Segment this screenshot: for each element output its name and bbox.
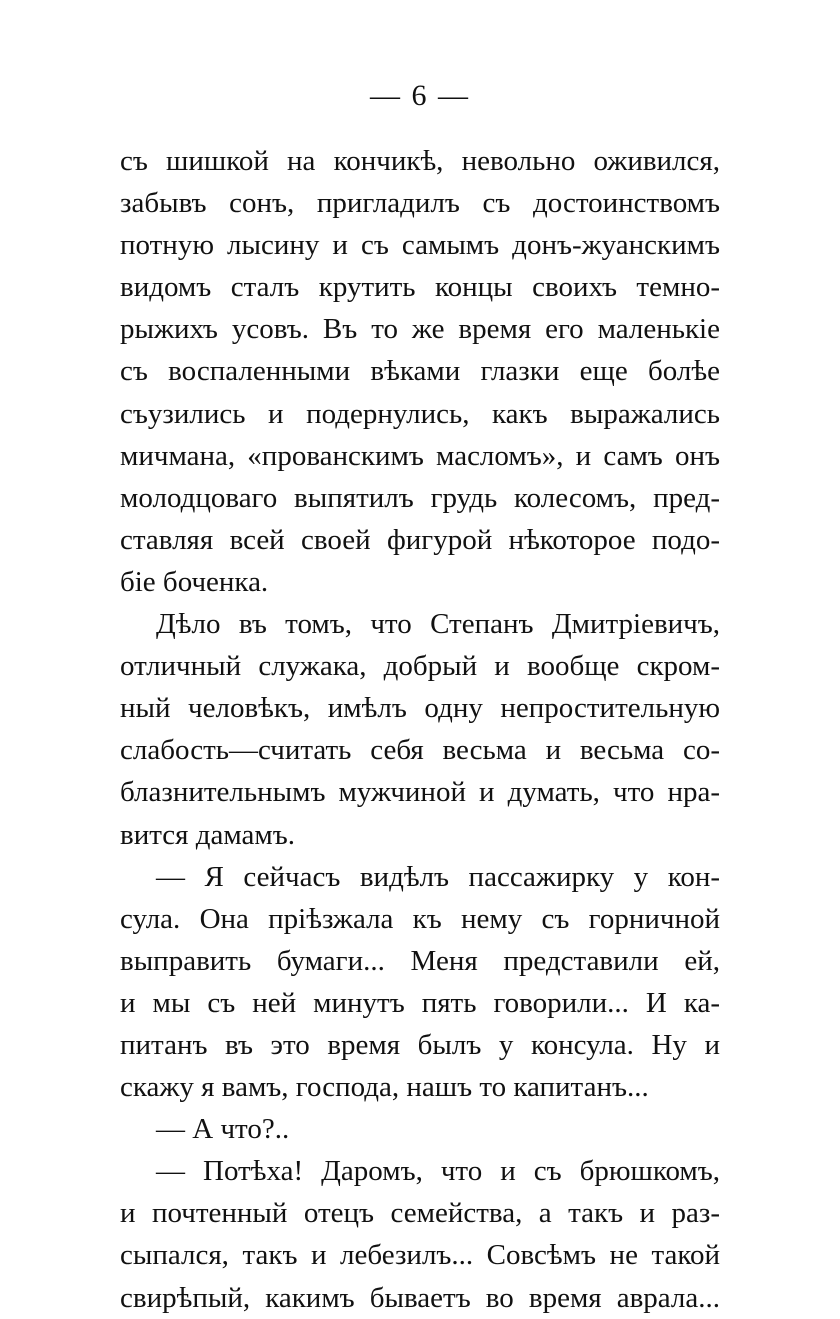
text-line: скажу я вамъ, господа, нашъ то капитанъ...	[120, 1071, 649, 1104]
text-line: забывъ сонъ, пригладилъ съ достоинствомъ	[120, 187, 720, 220]
text-line: Дѣло въ томъ, что Степанъ Дмитріевичъ,	[156, 608, 720, 641]
text-line: сула. Она пріѣзжала къ нему съ горничной	[120, 902, 720, 935]
text-line: рыжихъ усовъ. Въ то же время его маленькіе	[120, 313, 720, 346]
text-line: питанъ въ это время былъ у консула. Ну и	[120, 1028, 720, 1061]
text-line: отличный служака, добрый и вообще скром-	[120, 650, 720, 683]
text-line: и мы съ ней минутъ пять говорили... И ка-	[120, 986, 720, 1019]
text-line: слабость—считать себя весьма и весьма со-	[120, 734, 720, 767]
text-line: молодцоваго выпятилъ грудь колесомъ, пред-	[120, 481, 720, 514]
text-line: блазнительнымъ мужчиной и думать, что нра-	[120, 776, 720, 809]
text-line: — Я сейчасъ видѣлъ пассажирку у кон-	[156, 860, 720, 893]
text-line: выправить бумаги... Меня представили ей,	[120, 944, 720, 977]
text-line: біе боченка.	[120, 565, 269, 598]
text-line: мичмана, «прованскимъ масломъ», и самъ онъ	[120, 439, 720, 472]
text-line: ставляя всей своей фигурой нѣкоторое подо-	[120, 523, 720, 556]
text-line: съузились и подернулись, какъ выражались	[120, 397, 720, 430]
text-line: свирѣпый, какимъ бываетъ во время аврала...	[120, 1281, 720, 1314]
text-line: — А что?..	[156, 1113, 290, 1146]
text-line: съ воспаленными вѣками глазки еще болѣе	[120, 355, 720, 388]
text-line: — Потѣха! Даромъ, что и съ брюшкомъ,	[156, 1155, 720, 1188]
text-line: сыпался, такъ и лебезилъ... Совсѣмъ не такой	[120, 1239, 720, 1272]
page-number: — 6 —	[370, 79, 470, 112]
text-line: потную лысину и съ самымъ донъ-жуанскимъ	[120, 229, 720, 262]
text-line: вится дамамъ.	[120, 818, 295, 851]
text-line: и почтенный отецъ семейства, а такъ и раз-	[120, 1197, 720, 1230]
text-line: ный человѣкъ, имѣлъ одну непростительную	[120, 692, 720, 725]
page-text	[120, 140, 720, 1319]
text-line: видомъ сталъ крутить концы своихъ темно-	[120, 271, 720, 304]
text-line: съ шишкой на кончикѣ, невольно оживился,	[120, 145, 720, 177]
